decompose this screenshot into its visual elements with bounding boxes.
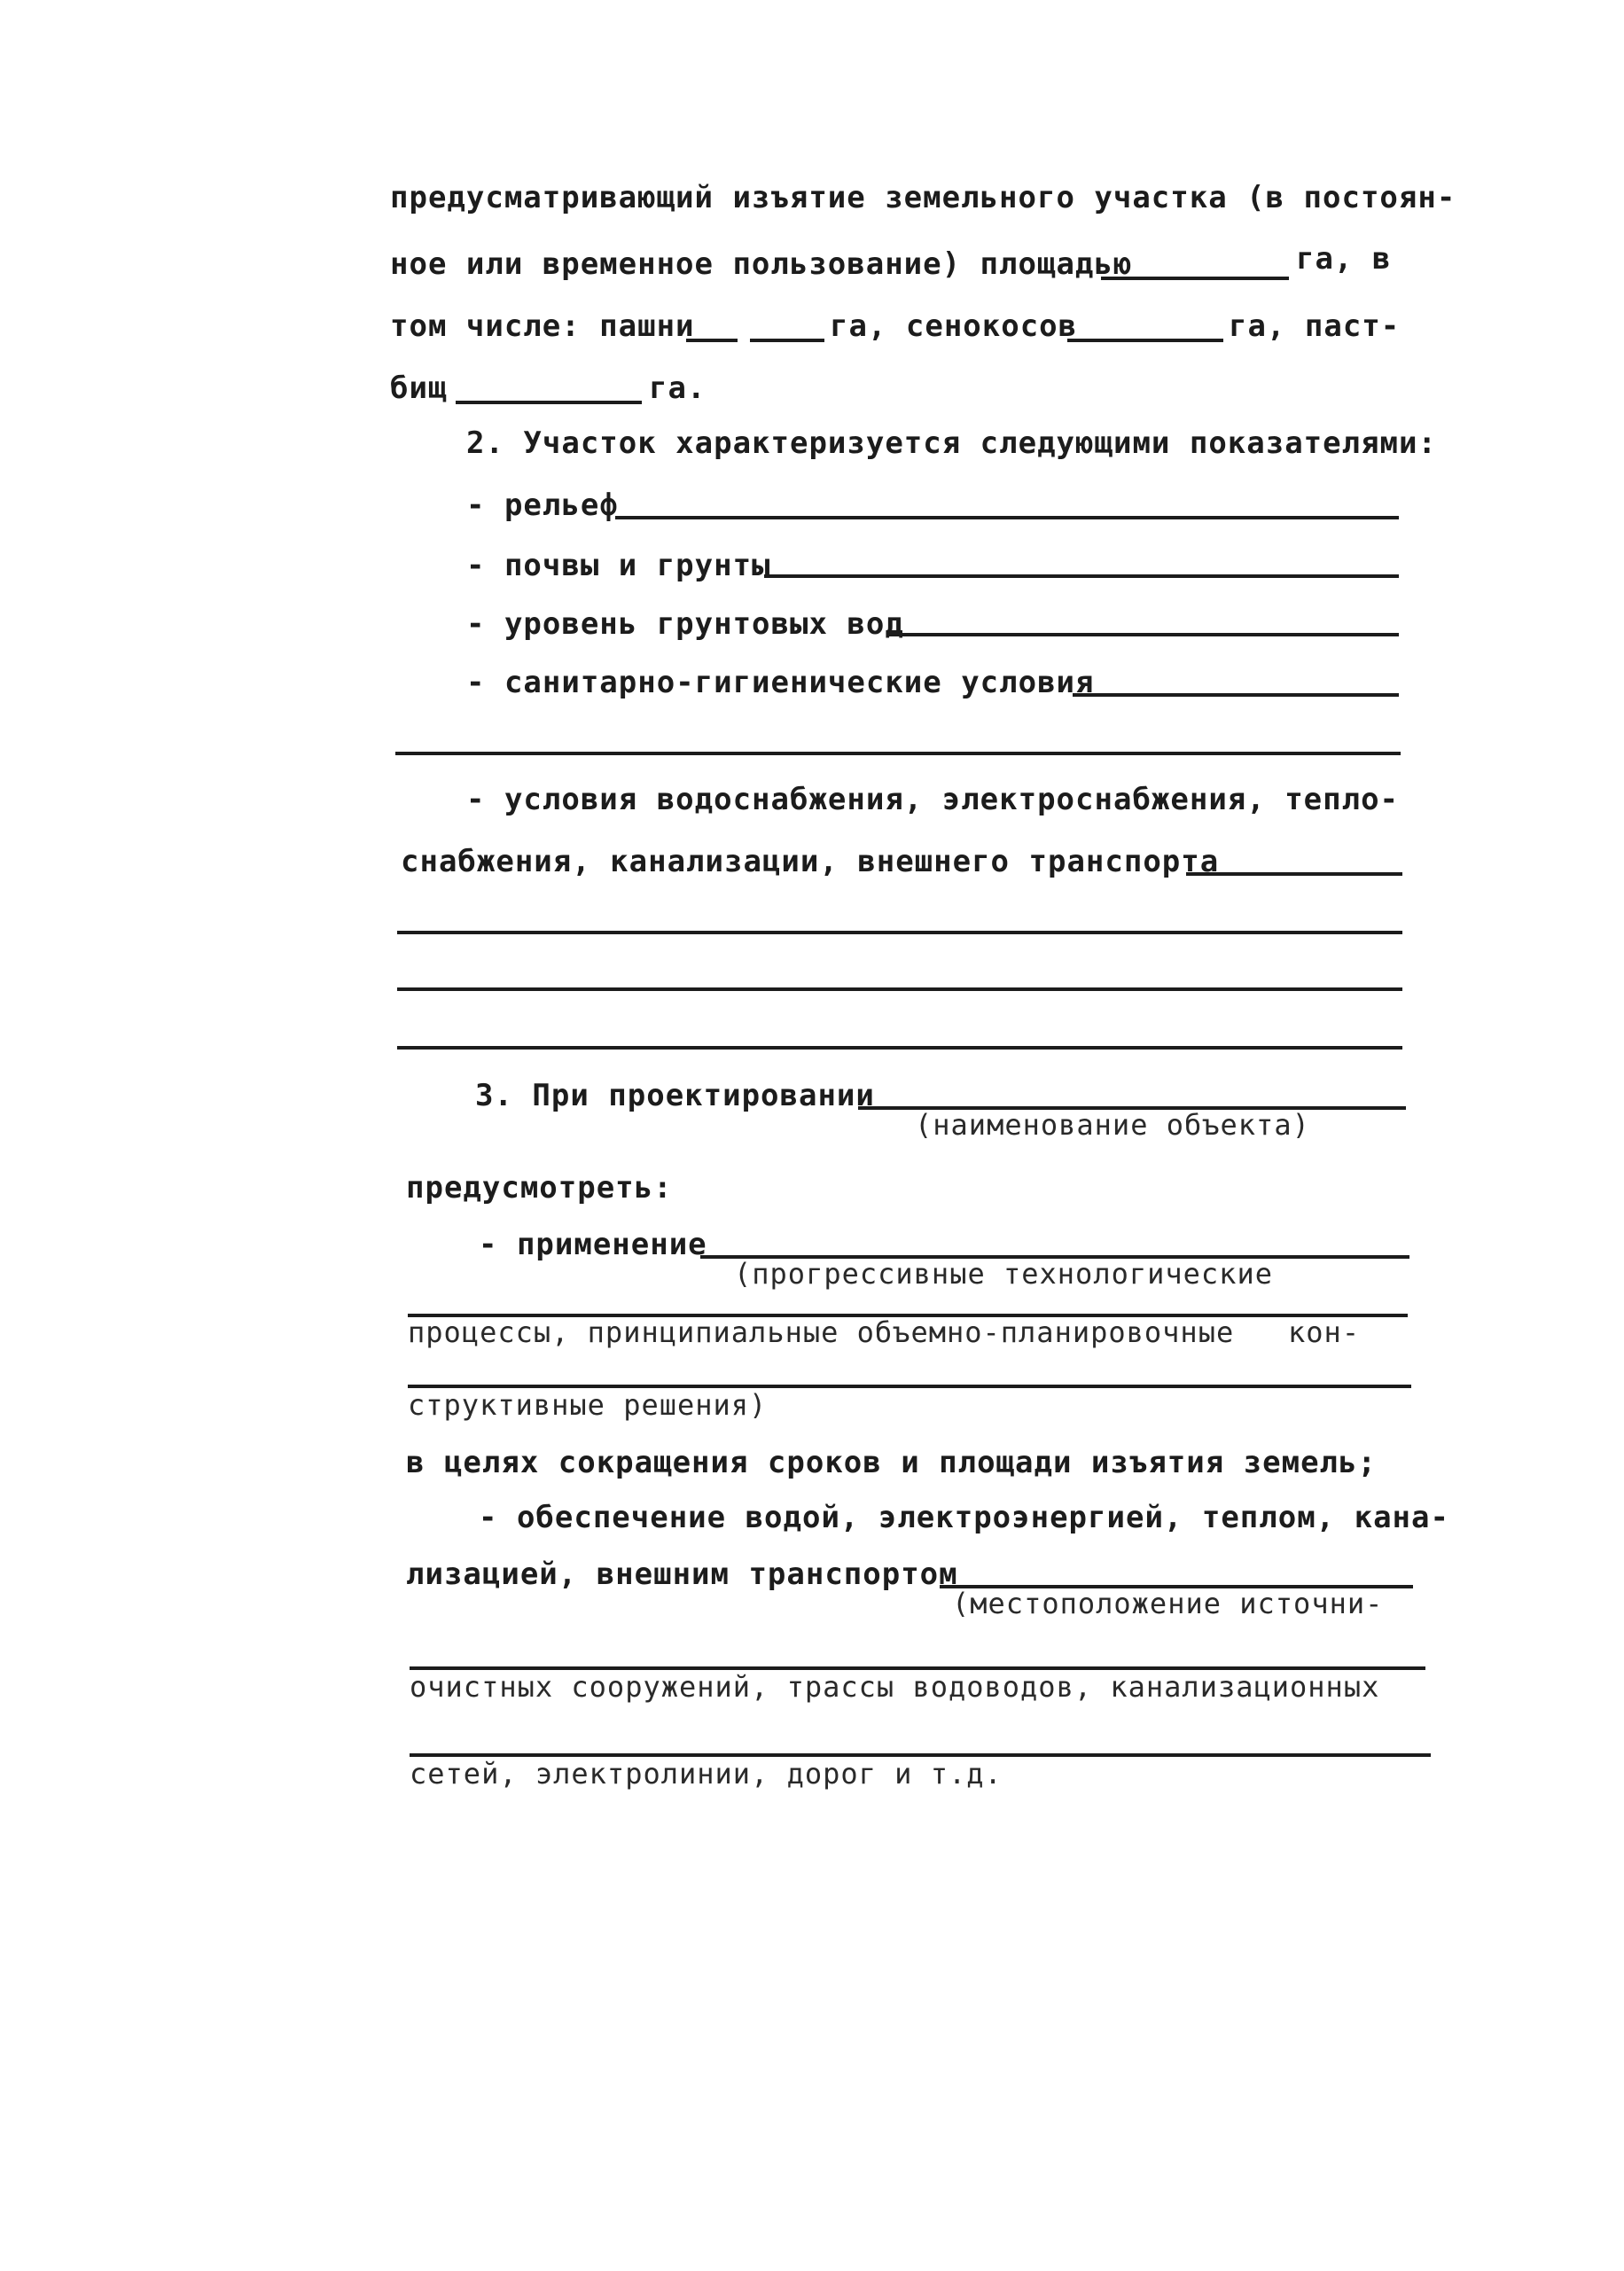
groundwater-label: - уровень грунтовых вод xyxy=(466,606,904,642)
section3-heading: 3. При проектировании xyxy=(475,1078,875,1113)
purpose-line: в целях сокращения сроков и площади изъятия земель; xyxy=(406,1445,1377,1480)
application-hint3: структивные решения) xyxy=(408,1388,768,1422)
utilities-blank-line2[interactable] xyxy=(397,931,1402,934)
supply-hint2: очистных сооружений, трассы водоводов, канализационных xyxy=(410,1670,1380,1704)
object-name-hint: (наименование объекта) xyxy=(915,1108,1310,1142)
relief-blank[interactable] xyxy=(615,516,1399,519)
supply-hint1: (местоположение источни- xyxy=(952,1587,1384,1620)
relief-label: - рельеф xyxy=(466,488,619,523)
sanitary-label: - санитарно-гигиенические условия xyxy=(466,665,1095,700)
application-hint2: процессы, принципиальные объемно-планировочные кон- xyxy=(408,1315,1361,1349)
utilities-line1: - условия водоснабжения, электроснабжения, тепло- xyxy=(466,782,1400,817)
application-hint1: (прогрессивные технологические xyxy=(734,1257,1273,1291)
utilities-blank-line4[interactable] xyxy=(397,1046,1402,1050)
provide-label: предусмотреть: xyxy=(406,1170,673,1206)
para1-line2-text: ное или временное пользование) площадью xyxy=(390,246,1133,282)
supply-hint3: сетей, электролинии, дорог и т.д. xyxy=(410,1757,1003,1791)
para1-line3-text: том числе: пашни xyxy=(390,308,695,344)
arable-blank-b[interactable] xyxy=(750,339,824,342)
para1-line1: предусматривающий изъятие земельного участка (в постоян- xyxy=(390,180,1456,215)
soils-blank[interactable] xyxy=(764,574,1399,578)
soils-label: - почвы и грунты xyxy=(466,548,771,583)
para1-line3-mid: га, сенокосов xyxy=(830,308,1078,344)
application-label: - применение xyxy=(479,1227,707,1262)
section2-heading: 2. Участок характеризуется следующими показателями: xyxy=(466,425,1437,461)
supply-line2: лизацией, внешним транспортом xyxy=(406,1557,958,1592)
para1-line2-unit: га, в xyxy=(1296,241,1392,277)
utilities-line2: снабжения, канализации, внешнего транспорта xyxy=(401,844,1220,879)
para1-line3-end: га, паст- xyxy=(1229,308,1401,344)
utilities-blank-line3[interactable] xyxy=(397,987,1402,991)
para1-line4-unit: га. xyxy=(649,371,707,406)
hayfield-blank[interactable] xyxy=(1067,339,1223,342)
pasture-blank[interactable] xyxy=(456,401,642,404)
arable-blank-a[interactable] xyxy=(686,339,738,342)
groundwater-blank[interactable] xyxy=(886,633,1399,636)
para1-line4-text: бищ xyxy=(390,371,448,406)
sanitary-blank-line2[interactable] xyxy=(395,752,1401,755)
utilities-blank[interactable] xyxy=(1186,872,1402,876)
area-total-blank[interactable] xyxy=(1101,277,1289,280)
sanitary-blank[interactable] xyxy=(1073,693,1399,697)
supply-line1: - обеспечение водой, электроэнергией, теплом, кана- xyxy=(479,1500,1449,1535)
